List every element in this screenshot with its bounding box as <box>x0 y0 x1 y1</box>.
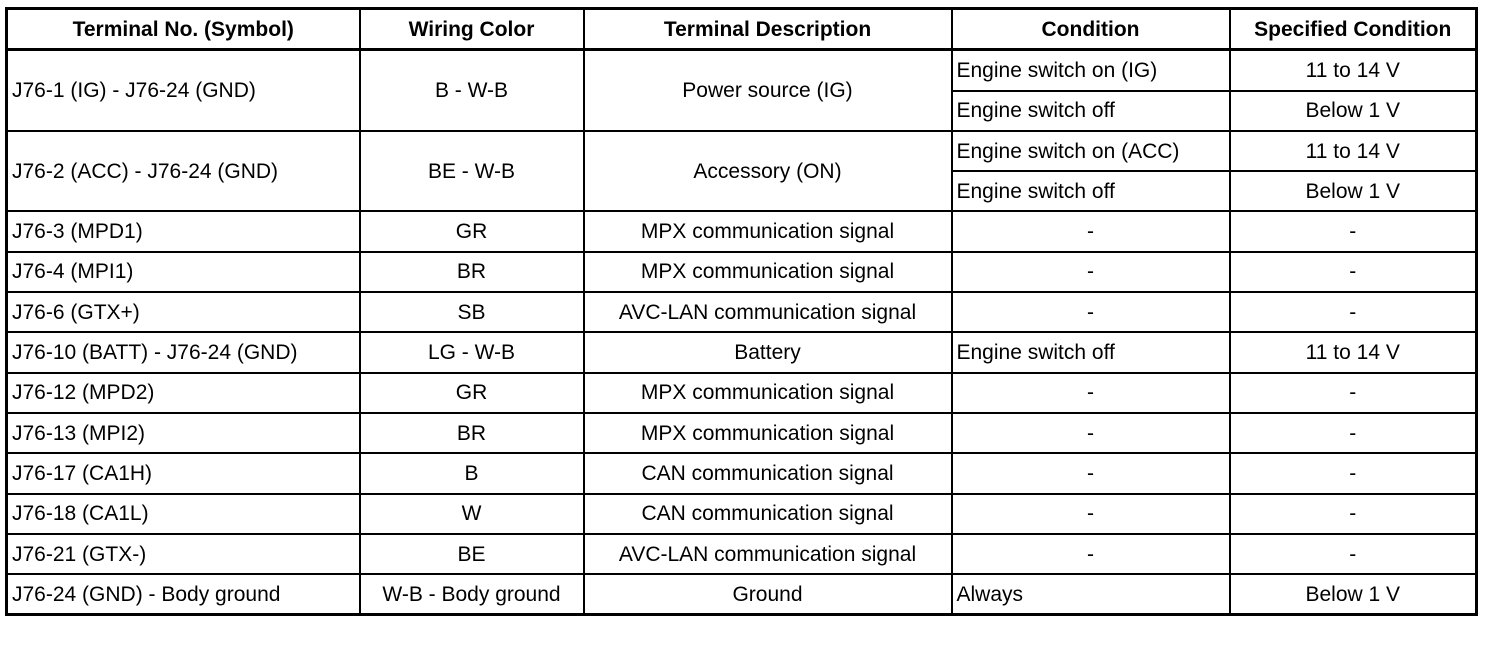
header-wiring-color: Wiring Color <box>360 9 584 50</box>
table-header <box>7 9 1477 50</box>
terminal-cell: J76-18 (CA1L) <box>7 494 360 534</box>
specified-condition-cell: - <box>1230 413 1477 453</box>
condition-cell: - <box>952 453 1230 493</box>
wiring-color-cell: LG - W-B <box>360 332 584 372</box>
terminal-description-cell: MPX communication signal <box>584 252 952 292</box>
wiring-color-cell: BR <box>360 252 584 292</box>
table-row <box>7 332 1477 372</box>
table-row <box>7 413 1477 453</box>
header-condition: Condition <box>952 9 1230 50</box>
terminal-description-cell: Ground <box>584 574 952 615</box>
specified-condition-cell: Below 1 V <box>1230 91 1477 131</box>
terminal-description-cell: MPX communication signal <box>584 211 952 251</box>
condition-cell: Engine switch on (IG) <box>952 50 1230 91</box>
terminal-description-cell: AVC-LAN communication signal <box>584 292 952 332</box>
terminal-cell: J76-1 (IG) - J76-24 (GND) <box>7 50 360 131</box>
specified-condition-cell: - <box>1230 373 1477 413</box>
specified-condition-cell: Below 1 V <box>1230 574 1477 615</box>
terminal-spec-table <box>5 7 1478 616</box>
terminal-cell: J76-10 (BATT) - J76-24 (GND) <box>7 332 360 372</box>
terminal-cell: J76-3 (MPD1) <box>7 211 360 251</box>
specified-condition-cell: 11 to 14 V <box>1230 50 1477 91</box>
specified-condition-cell: - <box>1230 534 1477 574</box>
specified-condition-cell: - <box>1230 211 1477 251</box>
terminal-description-cell: MPX communication signal <box>584 373 952 413</box>
terminal-description-cell: Power source (IG) <box>584 50 952 131</box>
table-body <box>7 50 1477 615</box>
wiring-color-cell: W <box>360 494 584 534</box>
terminal-cell: J76-17 (CA1H) <box>7 453 360 493</box>
terminal-cell: J76-6 (GTX+) <box>7 292 360 332</box>
wiring-color-cell: W-B - Body ground <box>360 574 584 615</box>
table-row <box>7 373 1477 413</box>
wiring-color-cell: GR <box>360 373 584 413</box>
condition-cell: - <box>952 534 1230 574</box>
specified-condition-cell: - <box>1230 292 1477 332</box>
terminal-cell: J76-4 (MPI1) <box>7 252 360 292</box>
terminal-description-cell: AVC-LAN communication signal <box>584 534 952 574</box>
specified-condition-cell: 11 to 14 V <box>1230 131 1477 171</box>
condition-cell: - <box>952 373 1230 413</box>
terminal-description-cell: Accessory (ON) <box>584 131 952 212</box>
terminal-cell: J76-21 (GTX-) <box>7 534 360 574</box>
terminal-cell: J76-24 (GND) - Body ground <box>7 574 360 615</box>
condition-cell: - <box>952 494 1230 534</box>
table-row <box>7 211 1477 251</box>
wiring-color-cell: BE - W-B <box>360 131 584 212</box>
condition-cell: Engine switch off <box>952 332 1230 372</box>
table-row <box>7 292 1477 332</box>
condition-cell: Engine switch off <box>952 171 1230 211</box>
table-row <box>7 131 1477 171</box>
condition-cell: Always <box>952 574 1230 615</box>
terminal-description-cell: CAN communication signal <box>584 494 952 534</box>
condition-cell: Engine switch off <box>952 91 1230 131</box>
specified-condition-cell: - <box>1230 252 1477 292</box>
wiring-color-cell: GR <box>360 211 584 251</box>
table-row <box>7 494 1477 534</box>
wiring-color-cell: BE <box>360 534 584 574</box>
header-specified-condition: Specified Condition <box>1230 9 1477 50</box>
condition-cell: - <box>952 413 1230 453</box>
specified-condition-cell: 11 to 14 V <box>1230 332 1477 372</box>
table-row <box>7 453 1477 493</box>
header-terminal: Terminal No. (Symbol) <box>7 9 360 50</box>
condition-cell: - <box>952 292 1230 332</box>
terminal-description-cell: MPX communication signal <box>584 413 952 453</box>
terminal-description-cell: Battery <box>584 332 952 372</box>
condition-cell: - <box>952 211 1230 251</box>
specified-condition-cell: Below 1 V <box>1230 171 1477 211</box>
table-row <box>7 50 1477 91</box>
condition-cell: Engine switch on (ACC) <box>952 131 1230 171</box>
terminal-cell: J76-2 (ACC) - J76-24 (GND) <box>7 131 360 212</box>
wiring-color-cell: B - W-B <box>360 50 584 131</box>
header-row <box>7 9 1477 50</box>
terminal-cell: J76-12 (MPD2) <box>7 373 360 413</box>
terminal-description-cell: CAN communication signal <box>584 453 952 493</box>
table-row <box>7 574 1477 615</box>
specified-condition-cell: - <box>1230 494 1477 534</box>
specified-condition-cell: - <box>1230 453 1477 493</box>
wiring-color-cell: B <box>360 453 584 493</box>
terminal-cell: J76-13 (MPI2) <box>7 413 360 453</box>
condition-cell: - <box>952 252 1230 292</box>
table-row <box>7 252 1477 292</box>
wiring-color-cell: BR <box>360 413 584 453</box>
header-terminal-description: Terminal Description <box>584 9 952 50</box>
table-row <box>7 534 1477 574</box>
wiring-color-cell: SB <box>360 292 584 332</box>
